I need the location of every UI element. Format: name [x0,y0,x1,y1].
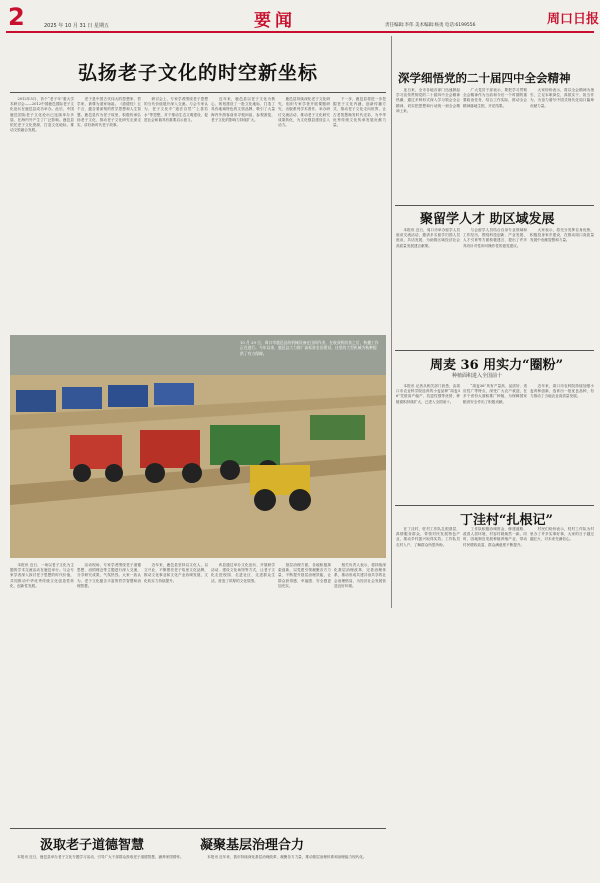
plenum-article-col-2: 广大党员干部表示，要把学习贯彻全会精神作为当前和今后一个时期的重要政治任务，结合工作实际，推动全会精神落地生根、开花结果。 [463,88,527,108]
wheat-article-col-2: “周麦36”具有产量高、品质好、适应性广等特点，深受广大农户欢迎，在多个省份大面积推广种植，为保障国家粮食安全作出了积极贡献。 [463,384,527,404]
plenum-article-col-3: 大家纷纷表示，将以全会精神为指引，立足本职岗位，真抓实干、担当作为，为奋力谱写中国式现代化周口篇章贡献力量。 [530,88,594,108]
issue-date: 2025 年 10 月 31 日 星期五 [44,23,109,29]
bottom-mid-title: 凝聚基层治理合力 [200,838,305,853]
village-col-2: 工作队积极协调资金，修建道路、改善人居环境，村容村貌焕然一新。同时，因地制宜发展种植养殖产业，带动村民增收致富，群众满意度不断提升。 [463,527,527,547]
lower-col-4: 该县通过举办文化论坛、开展研学活动、建设文化场馆等方式，让老子文化走进校园、走进社区、走进群众生活，营造了浓厚的文化氛围。 [211,563,275,583]
bottom-mid-text: 本报讯 近年来，我市持续深化基层治理改革，凝聚各方力量，推动基层治理体系和治理能力现代化。 [200,855,367,859]
talent-article-col-1: 本报讯 近日，周口市举办留学人员座谈交流活动，邀请多名留学归国人员座谈，共话发展，为助推区域经济社会高质量发展建言献策。 [396,228,460,248]
section-title: 要闻 [254,11,296,31]
lower-col-3: 近年来，鹿邑县坚持以文化人、以文兴业，不断擦亮老子故里文化品牌，推动文化事业和文化产业协调发展，文化软实力持续提升。 [144,563,208,583]
main-article-title: 弘扬老子文化的时空新坐标 [78,62,319,84]
wheat-article-col-1: 本报讯 记者从相关部门获悉，由周口市农业科学院选育的小麦品种“周麦36”凭借高产稳产、抗逆性强等优势，种植面积持续扩大，已进入全国前十。 [396,384,460,404]
photo-caption: 10 月 29 日，周口市鹿邑县的机械设备在田间作业，在收获机收获之后，秋播工作正在进行。今年以来，鹿邑县大力推广高标准农田建设。这里的大型机械为秋种提供了有力保障。 [240,340,379,356]
main-article-col-6: 下一步，鹿邑县将进一步挖掘老子文化内涵，创新传播方式，推动老子文化走向世界，让古老智慧焕发时代光彩，为中华优秀传统文化传承发展贡献力量。 [333,97,386,128]
divider-village [395,505,594,506]
lower-col-6: 相关负责人表示，将持续深化基层治理改革，完善治理体系，推动形成共建共治共享的社会治理格局，为经济社会发展营造良好环境。 [334,563,386,588]
lower-col-1: 本报讯 近日，一场以老子文化为主题的学术交流活动在鹿邑举行。与会专家学者深入探讨老子思想的时代价值，共同推动中华优秀传统文化创造性转化、创新性发展。 [10,563,74,588]
wheat-article-col-3: 近年来，周口市农科院持续加强小麦育种创新，选育出一批优良品种，有力推动了当地农业高质量发展。 [530,384,594,399]
divider-talent [395,205,594,206]
talent-article-col-3: 大家表示，将充分发挥自身优势，积极投身家乡建设，在推动周口高质量发展中贡献智慧和力量。 [530,228,594,243]
editor-line: 责任编辑:李伟 美术编辑:杨夷 电话:6199556 [385,23,476,28]
divider-wheat [395,350,594,351]
main-article-col-1: 2012年5月，首个“老子年”重大学术研讨会——2012中国鹿邑国际老子文化论坛在鹿邑县成功举办。此后，中国鹿邑国际老子文化论坛已连续举办多届，在海内外产生了广泛影响。鹿邑县依托老子文化资源，打造文化地标，推动文旅融合发展。 [10,97,74,133]
talent-article-col-2: 与会留学人员结合自身专业领域和工作经历，围绕科技创新、产业发展、人才引育等方面积极建言，提出了许多具有针对性和可操作性的意见建议。 [463,228,527,248]
lower-col-5: 基层治理方面，各地积极探索创新，以党建引领凝聚各方力量，不断提升基层治理效能，让群众获得感、幸福感、安全感更加充实。 [278,563,331,588]
main-article-col-3: 研讨会上，专家学者围绕老子思想的当代价值展开深入交流。与会专家认为，老子文化中“道法自然”“上善若水”等思想，对于推动生态文明建设、促进社会和谐具有重要启示意义。 [144,97,208,122]
column-divider-right [391,36,392,608]
plenum-article-col-1: 连日来，全市各地各部门迅速掀起学习宣传贯彻党的二十届四中全会精神热潮，通过多种形式深入学习领会全会精神，切实把思想和行动统一到全会精神上来。 [396,88,460,113]
wheat-article-subtitle: 种植面积进入全国前十 [452,373,503,379]
plenum-article-title: 深学细悟党的二十届四中全会精神 [398,71,571,85]
talent-article-title: 聚留学人才 助区域发展 [420,212,555,227]
main-article-col-5: 鹿邑县持续深化老子文化研究，组织专家学者开展课题研究，出版系列学术著作，举办研讨交流活动，推动老子文化研究成果转化，为文化强县建设注入动力。 [278,97,330,128]
village-article-title: 丁洼村“扎根记” [460,513,553,528]
main-article-col-4: 近年来，鹿邑县以老子文化为核心，规划建设了一批文化地标，打造了具有地域特色的文旅品牌，吸引了大量海内外游客前来寻根问祖、参观游览，老子文化的影响力持续扩大。 [211,97,275,122]
header-rule [6,31,594,33]
bottom-left-text: 本报讯 近日，鹿邑县举办老子文化专题学习活动，引导广大干部群众汲取老子道德智慧，涵养家国情怀。 [10,855,184,859]
newspaper-logo: 周口日报 [547,12,600,27]
lower-col-2: 活动现场，专家学者围绕老子道德思想、治国理念等主题进行深入交流，分享研究成果，气氛热烈。大家一致认为，老子文化蕴含丰富的哲学智慧和治理智慧。 [77,563,141,588]
village-col-3: 村民们纷纷表示，驻村工作队为村里办了许多实事好事，大家的日子越过越红火，对未来充满信心。 [530,527,594,542]
wheat-article-title: 周麦 36 用实力“圈粉” [430,358,564,373]
page-number: 2 [8,3,25,31]
main-article-col-2: 老子是中国古代伟大的思想家、哲学家，被尊为道家始祖。《道德经》五千言，蕴含着深刻的哲学思想和人生智慧。鹿邑县作为老子故里，积极传承弘扬老子文化，推动老子文化研究走深走实，讲好新时代老子故事。 [77,97,141,128]
title-rule [10,92,386,93]
village-col-1: 在丁洼村，驻村工作队扎根基层，真情服务群众，带领村民发展特色产业，推动乡村振兴取得实效。工作队员走村入户，了解群众所思所盼。 [396,527,460,547]
divider-bottom [10,828,386,829]
bottom-left-title: 汲取老子道德智慧 [40,838,145,853]
